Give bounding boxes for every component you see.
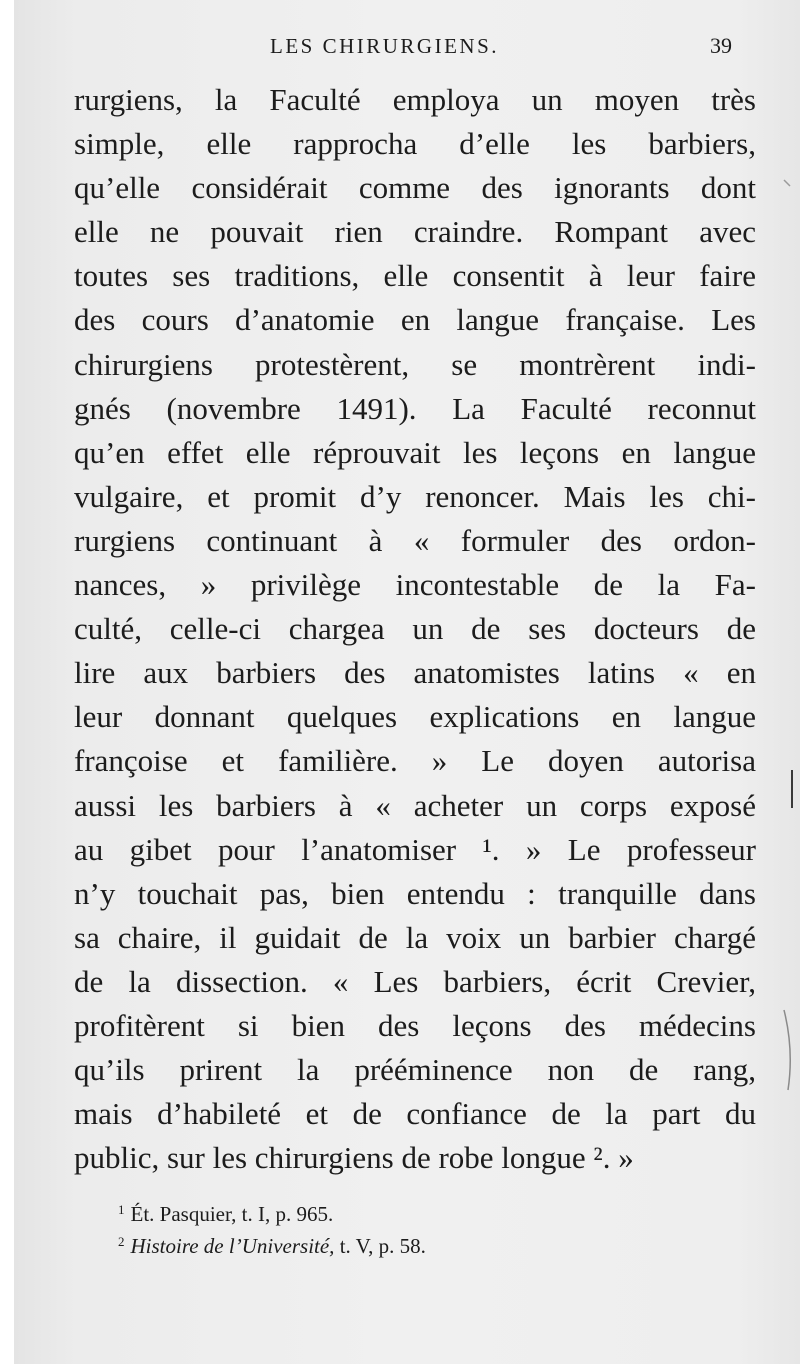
running-head-title: LES CHIRURGIENS. <box>270 34 500 58</box>
text-line: n’y touchait pas, bien entendu : tranquille dans <box>74 875 756 911</box>
text-line: des cours d’anatomie en langue française. Les <box>74 302 756 338</box>
text-line: rurgiens continuant à « formuler des ordon- <box>74 522 756 558</box>
footnotes <box>118 1198 718 1262</box>
text-line: mais d’habileté et de confiance de la part du <box>74 1096 756 1132</box>
body-text <box>74 78 756 1180</box>
footnote-text: t. V, p. 58. <box>334 1234 426 1258</box>
text-line: lire aux barbiers des anatomistes latins « en <box>74 655 756 691</box>
text-line: simple, elle rapprocha d’elle les barbiers, <box>74 126 756 162</box>
text-line: public, sur les chirurgiens de robe longue ². » <box>74 1140 634 1176</box>
text-line: gnés (novembre 1491). La Faculté reconnut <box>74 390 756 426</box>
footnote-text: Ét. Pasquier, t. I, p. 965. <box>130 1202 334 1226</box>
text-line: qu’elle considérait comme des ignorants dont <box>74 170 756 206</box>
footnote-number: 2 <box>118 1234 125 1249</box>
page-number: 39 <box>710 33 732 58</box>
text-line: qu’ils prirent la prééminence non de rang, <box>74 1052 756 1088</box>
text-line: aussi les barbiers à « acheter un corps exposé <box>74 787 756 823</box>
page-margin <box>0 0 14 1364</box>
footnote-work-title: Histoire de l’Université, <box>130 1234 335 1258</box>
footnote <box>118 1198 718 1230</box>
text-line: qu’en effet elle réprouvait les leçons en langue <box>74 434 756 470</box>
text-line: vulgaire, et promit d’y renoncer. Mais les chi- <box>74 478 756 514</box>
text-line: de la dissection. « Les barbiers, écrit Crevier, <box>74 963 756 999</box>
text-line: sa chaire, il guidait de la voix un barbier chargé <box>74 919 756 955</box>
text-line: chirurgiens protestèrent, se montrèrent indi- <box>74 346 756 382</box>
footnote <box>118 1230 718 1262</box>
book-page <box>14 0 800 1364</box>
footnote-number: 1 <box>118 1202 125 1217</box>
text-line: elle ne pouvait rien craindre. Rompant avec <box>74 214 756 250</box>
running-head <box>14 28 800 64</box>
text-line: nances, » privilège incontestable de la Fa- <box>74 567 756 603</box>
text-line: profitèrent si bien des leçons des médecins <box>74 1007 756 1043</box>
text-line: au gibet pour l’anatomiser ¹. » Le professeur <box>74 831 756 867</box>
text-line: leur donnant quelques explications en langue <box>74 699 756 735</box>
text-line: rurgiens, la Faculté employa un moyen très <box>74 82 756 117</box>
text-line: françoise et familière. » Le doyen autorisa <box>74 743 756 779</box>
text-line: toutes ses traditions, elle consentit à leur faire <box>74 258 756 294</box>
text-line: culté, celle-ci chargea un de ses docteurs de <box>74 611 756 647</box>
